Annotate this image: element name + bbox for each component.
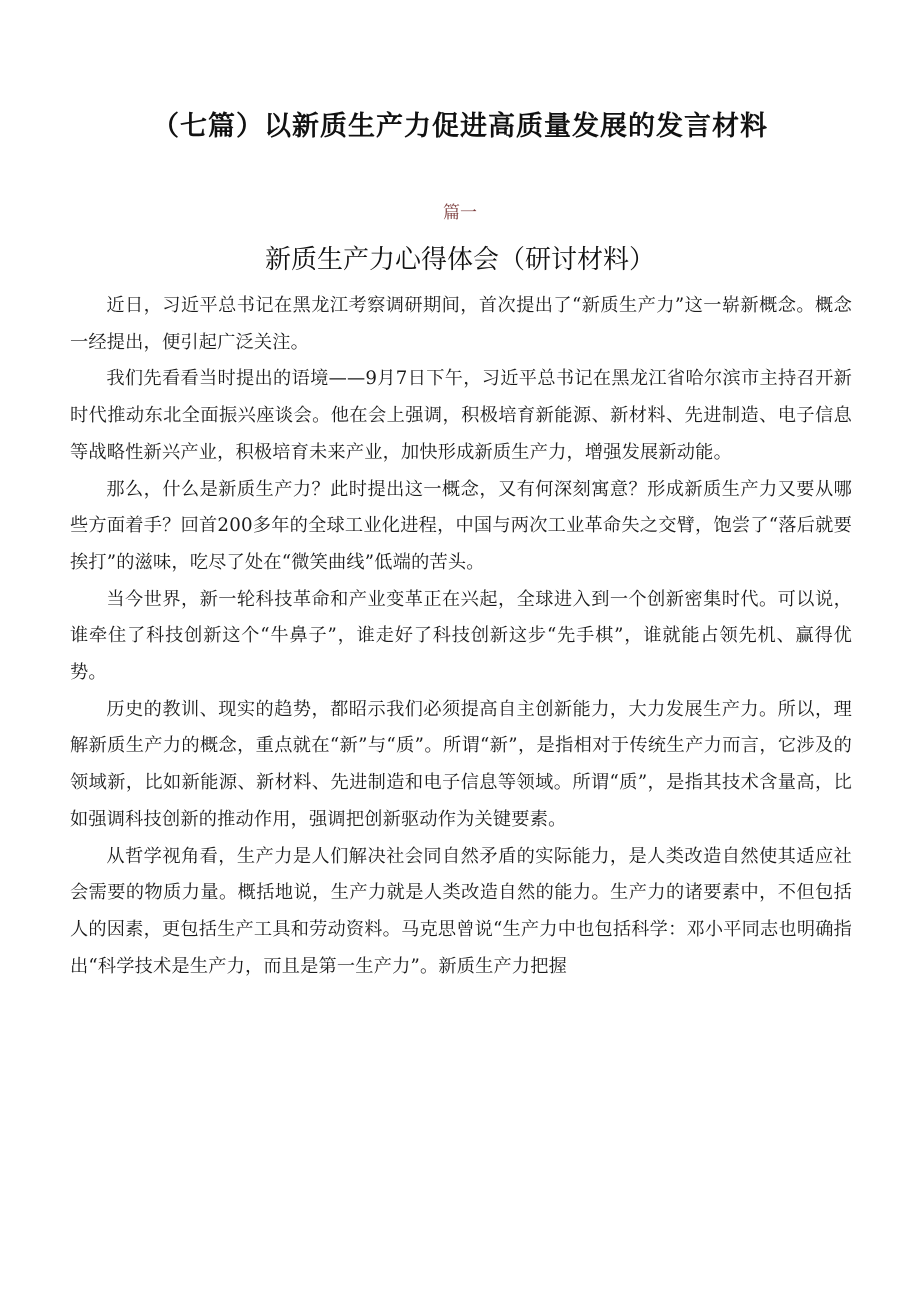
paragraph: 历史的教训、现实的趋势，都昭示我们必须提高自主创新能力，大力发展生产力。所以，理解新质生产力的概念，重点就在“新”与“质”。所谓“新”，是指相对于传统生产力而言，它涉及的领域新，比如新能源、新材料、先进制造和电子信息等领域。所谓“质”，是指其技术含量高，比如强调科技创新的推动作用，强调把创新驱动作为关键要素。 bbox=[70, 698, 852, 830]
paragraph: 近日，习近平总书记在黑龙江考察调研期间，首次提出了“新质生产力”这一崭新概念。概念一经提出，便引起广泛关注。 bbox=[70, 295, 852, 353]
section-label: 篇一 bbox=[443, 203, 477, 223]
paragraph: 那么，什么是新质生产力？此时提出这一概念，又有何深刻寓意？形成新质生产力又要从哪些方面着手？回首200多年的全球工业化进程，中国与两次工业革命失之交臂，饱尝了“落后就要挨打”的滋味，吃尽了处在“微笑曲线”低端的苦头。 bbox=[70, 478, 852, 573]
paragraph: 我们先看看当时提出的语境——9月7日下午，习近平总书记在黑龙江省哈尔滨市主持召开新时代推动东北全面振兴座谈会。他在会上强调，积极培育新能源、新材料、先进制造、电子信息等战略性新兴产业，积极培育未来产业，加快形成新质生产力，增强发展新动能。 bbox=[70, 368, 852, 463]
paragraph: 当今世界，新一轮科技革命和产业变革正在兴起，全球进入到一个创新密集时代。可以说，谁牵住了科技创新这个“牛鼻子”，谁走好了科技创新这步“先手棋”，谁就能占领先机、赢得优势。 bbox=[70, 588, 852, 684]
document-body bbox=[70, 288, 852, 985]
document-title: （七篇）以新质生产力促进高质量发展的发言材料 bbox=[152, 111, 768, 142]
paragraph: 从哲学视角看，生产力是人们解决社会同自然矛盾的实际能力，是人类改造自然使其适应社会需要的物质力量。概括地说，生产力就是人类改造自然的能力。生产力的诸要素中，不但包括人的因素，更包括生产工具和劳动资料。马克思曾说“生产力中也包括科学：邓小平同志也明确指出“科学技术是生产力，而且是第一生产力”。新质生产力把握 bbox=[70, 845, 852, 977]
section-title: 新质生产力心得体会（研讨材料） bbox=[264, 245, 655, 275]
